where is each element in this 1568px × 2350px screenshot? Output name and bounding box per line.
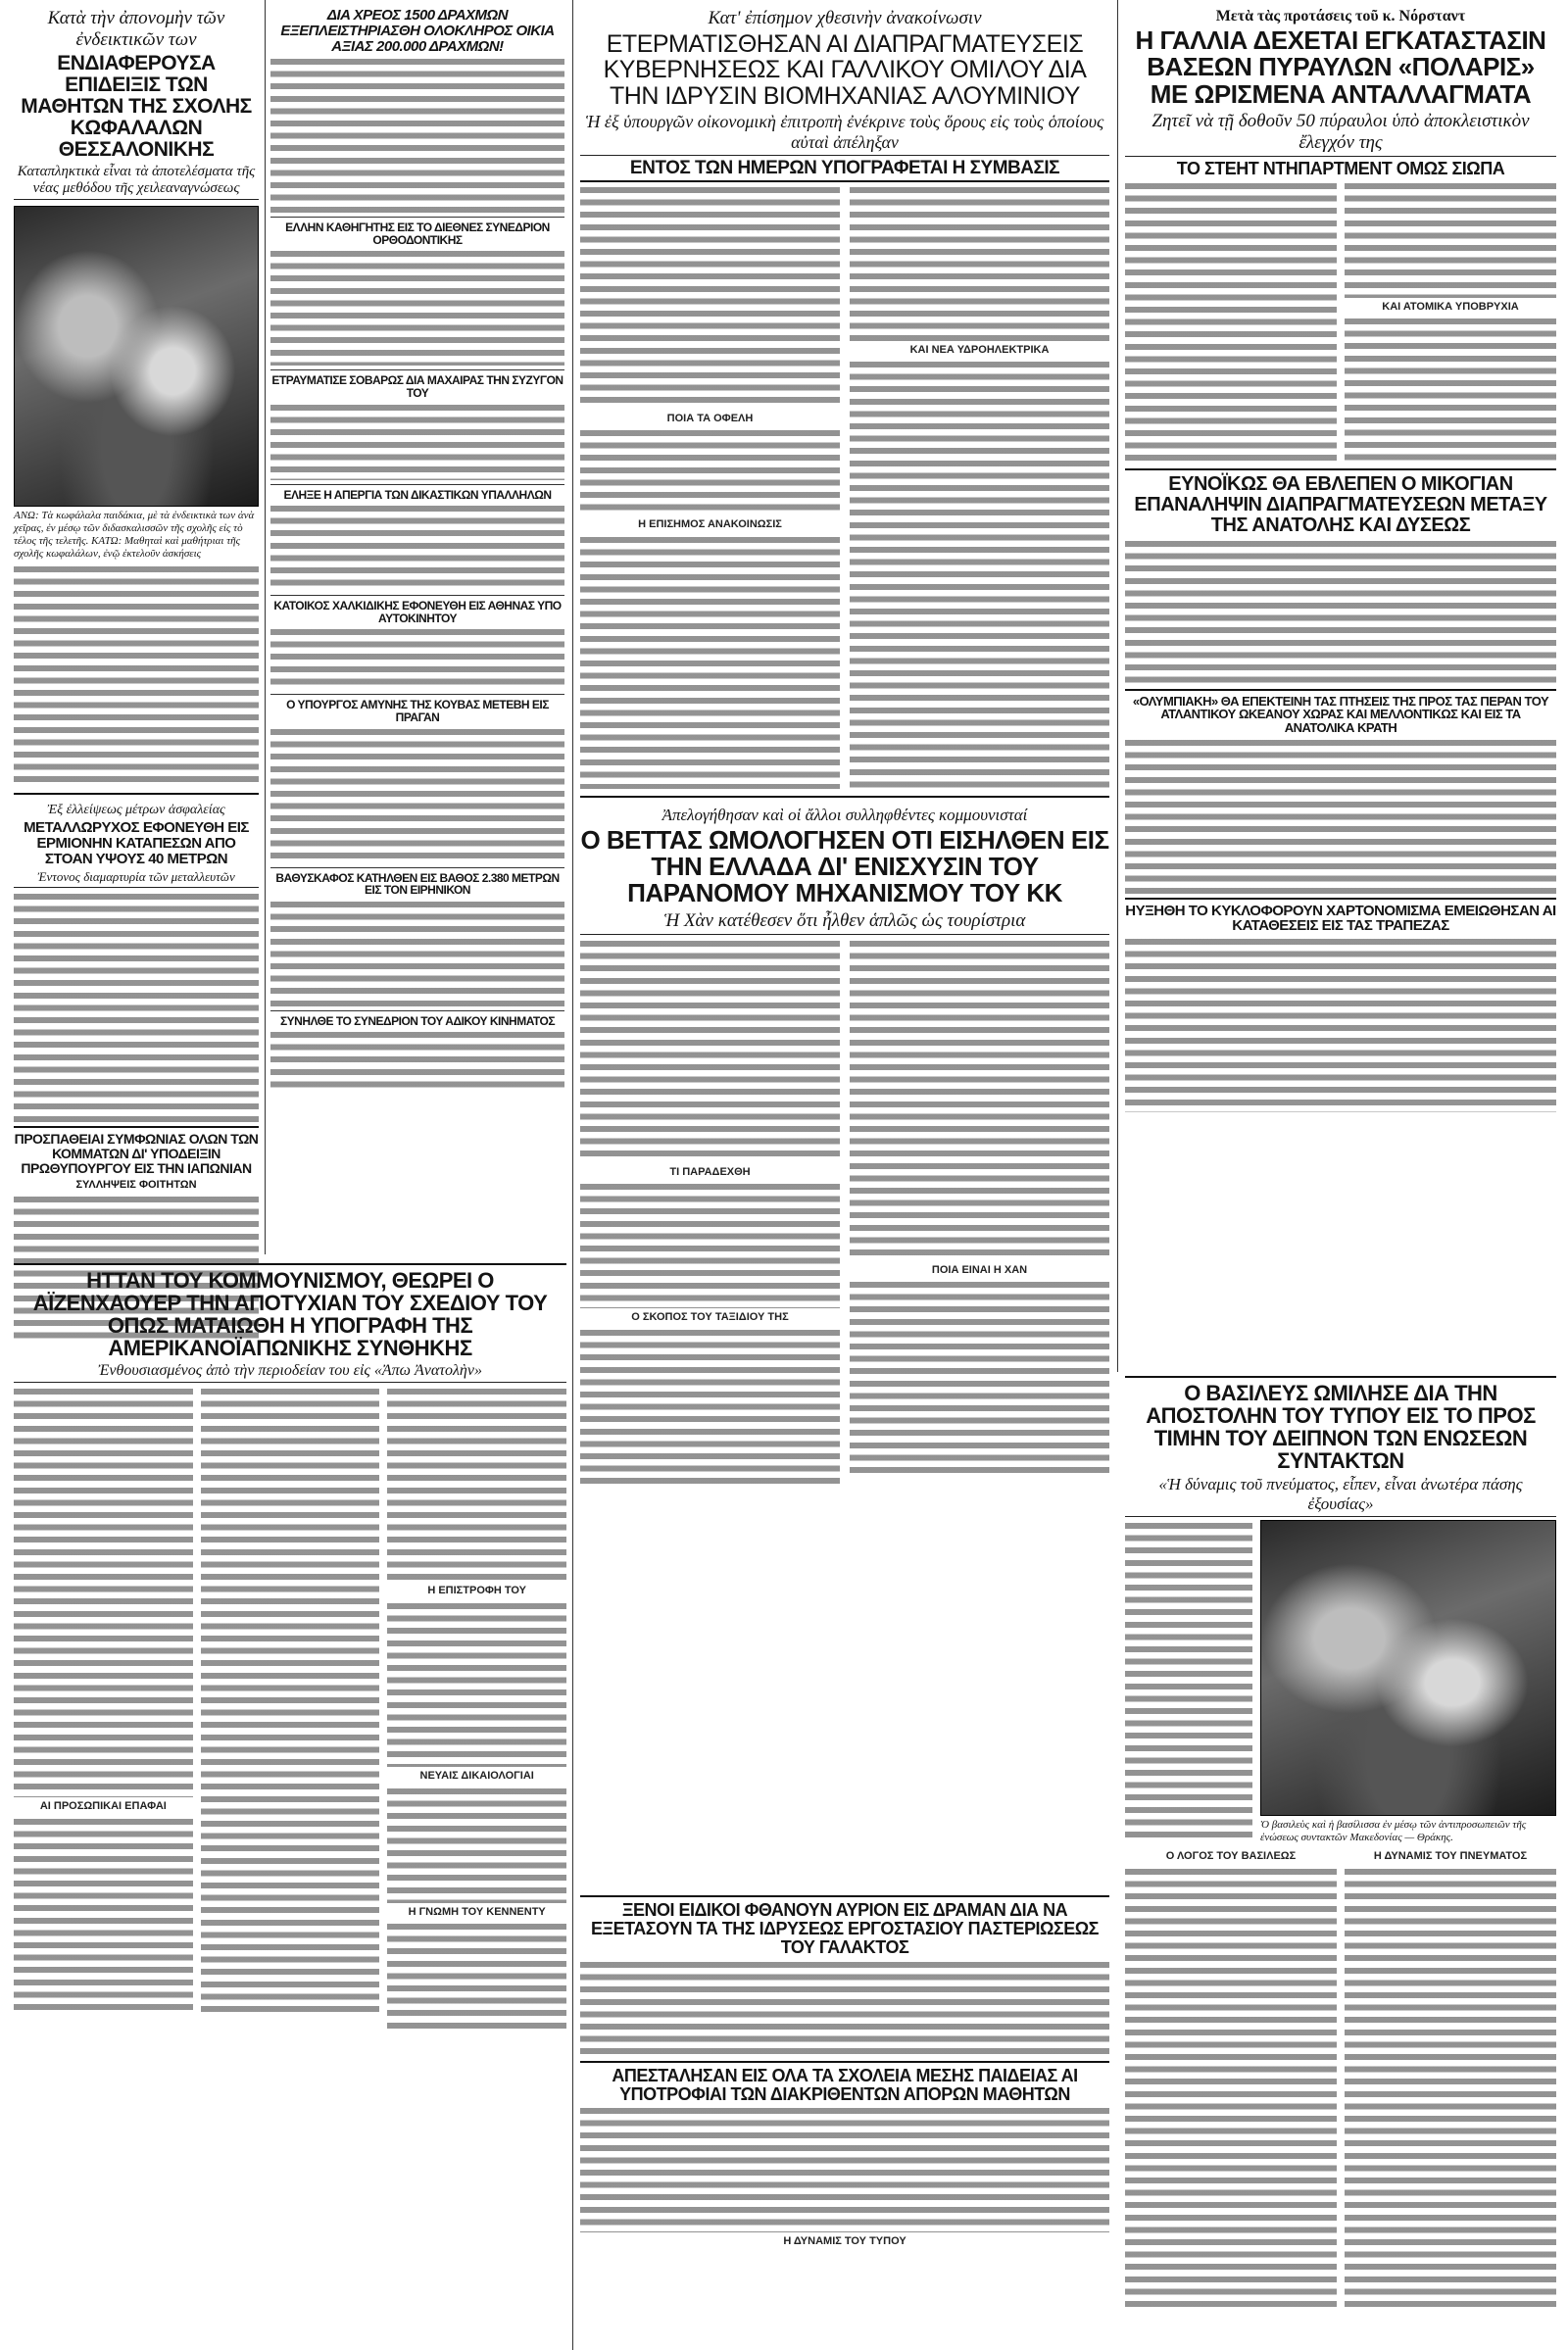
- photo-caption: Ὁ βασιλεὺς καὶ ἡ βασίλισσα ἐν μέσῳ τῶν ἀντιπροσωπειῶν τῆς ἐνώσεως συντακτῶν Μακεδονίας — Θράκης.: [1260, 1819, 1527, 1844]
- article-headline: ΕΥΝΟΪΚΩΣ ΘΑ ΕΒΛΕΠΕΝ Ο ΜΙΚΟΓΙΑΝ ΕΠΑΝΑΛΗΨΙΝ ΔΙΑΠΡΑΓΜΑΤΕΥΣΕΩΝ ΜΕΤΑΞΥ ΤΗΣ ΑΝΑΤΟΛΗΣ ΚΑΙ ΔΥΣΕΩΣ: [1134, 472, 1547, 536]
- article-headline: ΕΛΗΞΕ Η ΑΠΕΡΓΙΑ ΤΩΝ ΔΙΚΑΣΤΙΚΩΝ ΥΠΑΛΛΗΛΩΝ: [283, 487, 552, 502]
- article-kicker: Κατὰ τὴν ἀπονομὴν τῶν ἐνδεικτικῶν των: [47, 8, 225, 50]
- article-body: [270, 899, 564, 1006]
- crosshead: Ο ΣΚΟΠΟΣ ΤΟΥ ΤΑΞΙΔΙΟΥ ΤΗΣ: [631, 1311, 789, 1324]
- column-2: [270, 0, 564, 1254]
- article-subheadline: Ἡ Χὰν κατέθεσεν ὅτι ἦλθεν ἁπλῶς ὡς τουρίστρια: [580, 910, 1109, 935]
- column-rule: [1117, 0, 1118, 1372]
- crosshead: ΠΟΙΑ ΤΑ ΟΦΕΛΗ: [666, 412, 754, 424]
- article-headline: ΗΥΞΗΘΗ ΤΟ ΚΥΚΛΟΦΟΡΟΥΝ ΧΑΡΤΟΝΟΜΙΣΜΑ ΕΜΕΙΩΘΗΣΑΝ ΑΙ ΚΑΤΑΘΕΣΕΙΣ ΕΙΣ ΤΑΣ ΤΡΑΠΕΖΑΣ: [1125, 902, 1556, 935]
- article-deck: ΕΝΤΟΣ ΤΩΝ ΗΜΕΡΩΝ ΥΠΟΓΡΑΦΕΤΑΙ Η ΣΥΜΒΑΣΙΣ: [580, 159, 1109, 182]
- eisenhower-story: [14, 1259, 566, 2342]
- crosshead: Η ΕΠΙΣΗΜΟΣ ΑΝΑΚΟΙΝΩΣΙΣ: [638, 518, 782, 531]
- crosshead: ΤΙ ΠΑΡΑΔΕΧΘΗ: [669, 1165, 751, 1178]
- article-body: [1125, 1520, 1252, 1843]
- article-body: [270, 726, 564, 863]
- king-story: [1125, 1372, 1556, 2342]
- article-subheadline: Ἐντονος διαμαρτυρία τῶν μεταλλευτῶν: [14, 869, 259, 888]
- right-column: [1125, 0, 1556, 1372]
- article-body: [201, 1386, 380, 2013]
- article-headline: Ο ΒΑΣΙΛΕΥΣ ΩΜΙΛΗΣΕ ΔΙΑ ΤΗΝ ΑΠΟΣΤΟΛΗΝ ΤΟΥ ΤΥΠΟΥ ΕΙΣ ΤΟ ΠΡΟΣ ΤΙΜΗΝ ΤΟΥ ΔΕΙΠΝΟΝ ΤΩΝ ΕΝΩΣΕΩΝ ΣΥΝΤΑΚΤΩΝ: [1146, 1381, 1536, 1474]
- column-rule: [572, 0, 573, 2350]
- article-headline: ΔΙΑ ΧΡΕΟΣ 1500 ΔΡΑΧΜΩΝ ΕΞΕΠΛΕΙΣΤΗΡΙΑΣΘΗ ΟΛΟΚΛΗΡΟΣ ΟΙΚΙΑ ΑΞΙΑΣ 200.000 ΔΡΑΧΜΩΝ!: [280, 7, 555, 55]
- crosshead: Η ΔΥΝΑΜΙΣ ΤΟΥ ΠΝΕΥΜΑΤΟΣ: [1373, 1850, 1528, 1863]
- article-headline: ΣΥΝΗΛΘΕ ΤΟ ΣΥΝΕΔΡΙΟΝ ΤΟΥ ΑΔΙΚΟΥ ΚΙΝΗΜΑΤΟΣ: [279, 1013, 556, 1028]
- article-body: [270, 402, 564, 480]
- article-headline: ΞΕΝΟΙ ΕΙΔΙΚΟΙ ΦΘΑΝΟΥΝ ΑΥΡΙΟΝ ΕΙΣ ΔΡΑΜΑΝ ΔΙΑ ΝΑ ΕΞΕΤΑΣΟΥΝ ΤΑ ΤΗΣ ΙΔΡΥΣΕΩΣ ΕΡΓΟΣΤΑΣΙΟΥ ΠΑΣΤΕΡΙΩΣΕΩΣ ΤΟΥ ΓΑΛΑΚΤΟΣ: [591, 1900, 1099, 1957]
- crosshead: Η ΕΠΙΣΤΡΟΦΗ ΤΟΥ: [427, 1585, 527, 1597]
- crosshead: ΚΑΙ ΑΤΟΜΙΚΑ ΥΠΟΒΡΥΧΙΑ: [1382, 300, 1519, 313]
- article-body: [1125, 737, 1556, 894]
- article-headline: Η ΓΑΛΛΙΑ ΔΕΧΕΤΑΙ ΕΓΚΑΤΑΣΤΑΣΙΝ ΒΑΣΕΩΝ ΠΥΡΑΥΛΩΝ «ΠΟΛΑΡΙΣ» ΜΕ ΩΡΙΣΜΕΝΑ ΑΝΤΑΛΛΑΓΜΑΤΑ: [1135, 25, 1546, 109]
- photo-caption: ΑΝΩ: Τὰ κωφάλαλα παιδάκια, μὲ τὰ ἐνδεικτικὰ των ἀνὰ χεῖρας, ἐν μέσῳ τῶν διδασκαλισσῶν τῆς σχολῆς εἰς τὸ τέλος τῆς τελετῆς. ΚΑΤΩ: Μαθηταὶ καὶ μαθήτριαι τῆς σχολῆς κωφαλάλων, ἐνῷ ἐκτελοῦν ἀσκήσεις: [14, 510, 255, 561]
- school-photo: [14, 206, 259, 507]
- article-headline: Ο ΒΕΤΤΑΣ ΩΜΟΛΟΓΗΣΕΝ ΟΤΙ ΕΙΣΗΛΘΕΝ ΕΙΣ ΤΗΝ ΕΛΛΑΔΑ ΔΙ' ΕΝΙΣΧΥΣΙΝ ΤΟΥ ΠΑΡΑΝΟΜΟΥ ΜΗΧΑΝΙΣΜΟΥ ΤΟΥ ΚΚ: [580, 824, 1109, 908]
- article-body: [1345, 1847, 1556, 2308]
- article-headline: ΕΝΔΙΑΦΕΡΟΥΣΑ ΕΠΙΔΕΙΞΙΣ ΤΩΝ ΜΑΘΗΤΩΝ ΤΗΣ ΣΧΟΛΗΣ ΚΩΦΑΛΑΛΩΝ ΘΕΣΣΑΛΟΝΙΚΗΣ: [21, 52, 252, 162]
- article-kicker: Μετὰ τὰς προτάσεις τοῦ κ. Νόρσταντ: [1215, 8, 1466, 24]
- article-headline: ΕΤΡΑΥΜΑΤΙΣΕ ΣΟΒΑΡΩΣ ΔΙΑ ΜΑΧΑΙΡΑΣ ΤΗΝ ΣΥΖΥΓΟΝ ΤΟΥ: [271, 373, 564, 401]
- article-headline: ΠΡΟΣΠΑΘΕΙΑΙ ΣΥΜΦΩΝΙΑΣ ΟΛΩΝ ΤΩΝ ΚΟΜΜΑΤΩΝ ΔΙ' ΥΠΟΔΕΙΞΙΝ ΠΡΩΘΥΠΟΥΡΓΟΥ ΕΙΣ ΤΗΝ ΙΑΠΩΝΙΑΝ: [14, 1131, 259, 1176]
- crosshead: ΠΟΙΑ ΕΙΝΑΙ Η ΧΑΝ: [931, 1263, 1028, 1276]
- crosshead: ΝΕΥΑΙΣ ΔΙΚΑΙΟΛΟΓΙΑΙ: [419, 1769, 534, 1782]
- crosshead: ΣΥΛΛΗΨΕΙΣ ΦΟΙΤΗΤΩΝ: [75, 1178, 197, 1191]
- article-body: [270, 248, 564, 366]
- article-body: [580, 2105, 1109, 2252]
- crosshead: Ο ΛΟΓΟΣ ΤΟΥ ΒΑΣΙΛΕΩΣ: [1165, 1850, 1297, 1863]
- article-body: [387, 1386, 566, 2013]
- article-headline: ΜΕΤΑΛΛΩΡΥΧΟΣ ΕΦΟΝΕΥΘΗ ΕΙΣ ΕΡΜΙΟΝΗΝ ΚΑΤΑΠΕΣΩΝ ΑΠΟ ΣΤΟΑΝ ΥΨΟΥΣ 40 ΜΕΤΡΩΝ: [24, 819, 249, 867]
- article-headline: «ΟΛΥΜΠΙΑΚΗ» ΘΑ ΕΠΕΚΤΕΙΝΗ ΤΑΣ ΠΤΗΣΕΙΣ ΤΗΣ ΠΡΟΣ ΤΑΣ ΠΕΡΑΝ ΤΟΥ ΑΤΛΑΝΤΙΚΟΥ ΩΚΕΑΝΟΥ ΧΩΡΑΣ ΚΑΙ ΜΕΛΛΟΝΤΙΚΩΣ ΚΑΙ ΕΙΣ ΤΑ ΑΝΑΤΟΛΙΚΑ ΚΡΑΤΗ: [1132, 693, 1549, 736]
- article-headline: ΒΑΘΥΣΚΑΦΟΣ ΚΑΤΗΛΘΕΝ ΕΙΣ ΒΑΘΟΣ 2.380 ΜΕΤΡΩΝ ΕΙΣ ΤΟΝ ΕΙΡΗΝΙΚΟΝ: [275, 870, 560, 898]
- article-body: [270, 1029, 564, 1088]
- article-subheadline: Ἡ ἐξ ὑπουργῶν οἰκονομικὴ ἐπιτροπὴ ἐνέκρινε τοὺς ὅρους εἰς τοὺς ὁποίους αὐταὶ ἀπέληξαν: [580, 112, 1109, 156]
- article-kicker: Ἐξ ἐλλείψεως μέτρων ἀσφαλείας: [47, 803, 225, 818]
- king-photo: [1260, 1520, 1556, 1816]
- article-body: [270, 626, 564, 690]
- article-body: [270, 503, 564, 591]
- article-body: [14, 1386, 193, 2013]
- article-quote: «Ἡ δύναμις τοῦ πνεύματος, εἶπεν, εἶναι ἀνωτέρα πάσης ἐξουσίας»: [1125, 1475, 1556, 1517]
- lower-center: [580, 1891, 1109, 2342]
- article-body: [1125, 180, 1556, 465]
- crosshead: ΑΙ ΠΡΟΣΩΠΙΚΑΙ ΕΠΑΦΑΙ: [39, 1800, 167, 1813]
- article-headline: ΕΤΕΡΜΑΤΙΣΘΗΣΑΝ ΑΙ ΔΙΑΠΡΑΓΜΑΤΕΥΣΕΙΣ ΚΥΒΕΡΝΗΣΕΩΣ ΚΑΙ ΓΑΛΛΙΚΟΥ ΟΜΙΛΟΥ ΔΙΑ ΤΗΝ ΙΔΡΥΣΙΝ ΒΙΟΜΗΧΑΝΙΑΣ ΑΛΟΥΜΙΝΙΟΥ: [603, 30, 1087, 110]
- article-kicker: Κατ' ἐπίσημον χθεσινὴν ἀνακοίνωσιν: [708, 8, 982, 28]
- article-body: [850, 184, 1109, 792]
- article-body: [14, 563, 259, 789]
- article-subheadline: Ἐνθουσιασμένος ἀπὸ τὴν περιοδείαν του εἰς «Ἀπω Ἀνατολὴν»: [14, 1362, 566, 1383]
- crosshead: ΚΑΙ ΝΕΑ ΥΔΡΟΗΛΕΚΤΡΙΚΑ: [909, 343, 1050, 356]
- article-body: [580, 1959, 1109, 2057]
- article-headline: ΑΠΕΣΤΑΛΗΣΑΝ ΕΙΣ ΟΛΑ ΤΑ ΣΧΟΛΕΙΑ ΜΕΣΗΣ ΠΑΙΔΕΙΑΣ ΑΙ ΥΠΟΤΡΟΦΙΑΙ ΤΩΝ ΔΙΑΚΡΙΘΕΝΤΩΝ ΑΠΟΡΩΝ ΜΑΘΗΤΩΝ: [612, 2065, 1078, 2104]
- article-headline: ΕΛΛΗΝ ΚΑΘΗΓΗΤΗΣ ΕΙΣ ΤΟ ΔΙΕΘΝΕΣ ΣΥΝΕΔΡΙΟΝ ΟΡΘΟΔΟΝΤΙΚΗΣ: [285, 220, 550, 247]
- column-rule: [265, 0, 266, 1254]
- article-body: [270, 56, 564, 213]
- article-body: [1125, 538, 1556, 685]
- article-headline: ΚΑΤΟΙΚΟΣ ΧΑΛΚΙΔΙΚΗΣ ΕΦΟΝΕΥΘΗ ΕΙΣ ΑΘΗΝΑΣ ΥΠΟ ΑΥΤΟΚΙΝΗΤΟΥ: [273, 599, 562, 625]
- article-subheadline: Καταπληκτικὰ εἶναι τὰ ἀποτελέσματα τῆς νέας μεθόδου τῆς χειλεαναγνώσεως: [14, 164, 259, 200]
- article-body: [1125, 936, 1556, 1112]
- article-headline: ΗΤΤΑΝ ΤΟΥ ΚΟΜΜΟΥΝΙΣΜΟΥ, ΘΕΩΡΕΙ Ο ΑΪΖΕΝΧΑΟΥΕΡ ΤΗΝ ΑΠΟΤΥΧΙΑΝ ΤΟΥ ΣΧΕΔΙΟΥ ΤΟΥ ΟΠΩΣ ΜΑΤΑΙΩΘΗ Η ΥΠΟΓΡΑΦΗ ΤΗΣ ΑΜΕΡΙΚΑΝΟΪΑΠΩΝΙΚΗΣ ΣΥΝΘΗΚΗΣ: [32, 1268, 548, 1361]
- article-subheadline: Ζητεῖ νὰ τῇ δοθοῦν 50 πύραυλοι ὑπὸ ἀποκλειστικὸν ἔλεγχόν της: [1125, 111, 1556, 157]
- article-body: [14, 891, 259, 1122]
- article-body: [1125, 1847, 1337, 2308]
- article-headline: Ο ΥΠΟΥΡΓΟΣ ΑΜΥΝΗΣ ΤΗΣ ΚΟΥΒΑΣ ΜΕΤΕΒΗ ΕΙΣ ΠΡΑΓΑΝ: [286, 698, 549, 724]
- article-body: [850, 938, 1109, 1487]
- crosshead: Η ΔΥΝΑΜΙΣ ΤΟΥ ΤΥΠΟΥ: [783, 2235, 906, 2248]
- crosshead: Η ΓΝΩΜΗ ΤΟΥ ΚΕΝΝΕΝΤΥ: [408, 1905, 546, 1918]
- article-body: [580, 938, 840, 1487]
- article-deck: ΤΟ ΣΤΕΗΤ ΝΤΗΠΑΡΤΜΕΝΤ ΟΜΩΣ ΣΙΩΠΑ: [1176, 158, 1505, 178]
- article-body: [580, 184, 840, 792]
- article-kicker: Ἀπελογήθησαν καὶ οἱ ἄλλοι συλληφθέντες κομμουνισταί: [662, 805, 1028, 824]
